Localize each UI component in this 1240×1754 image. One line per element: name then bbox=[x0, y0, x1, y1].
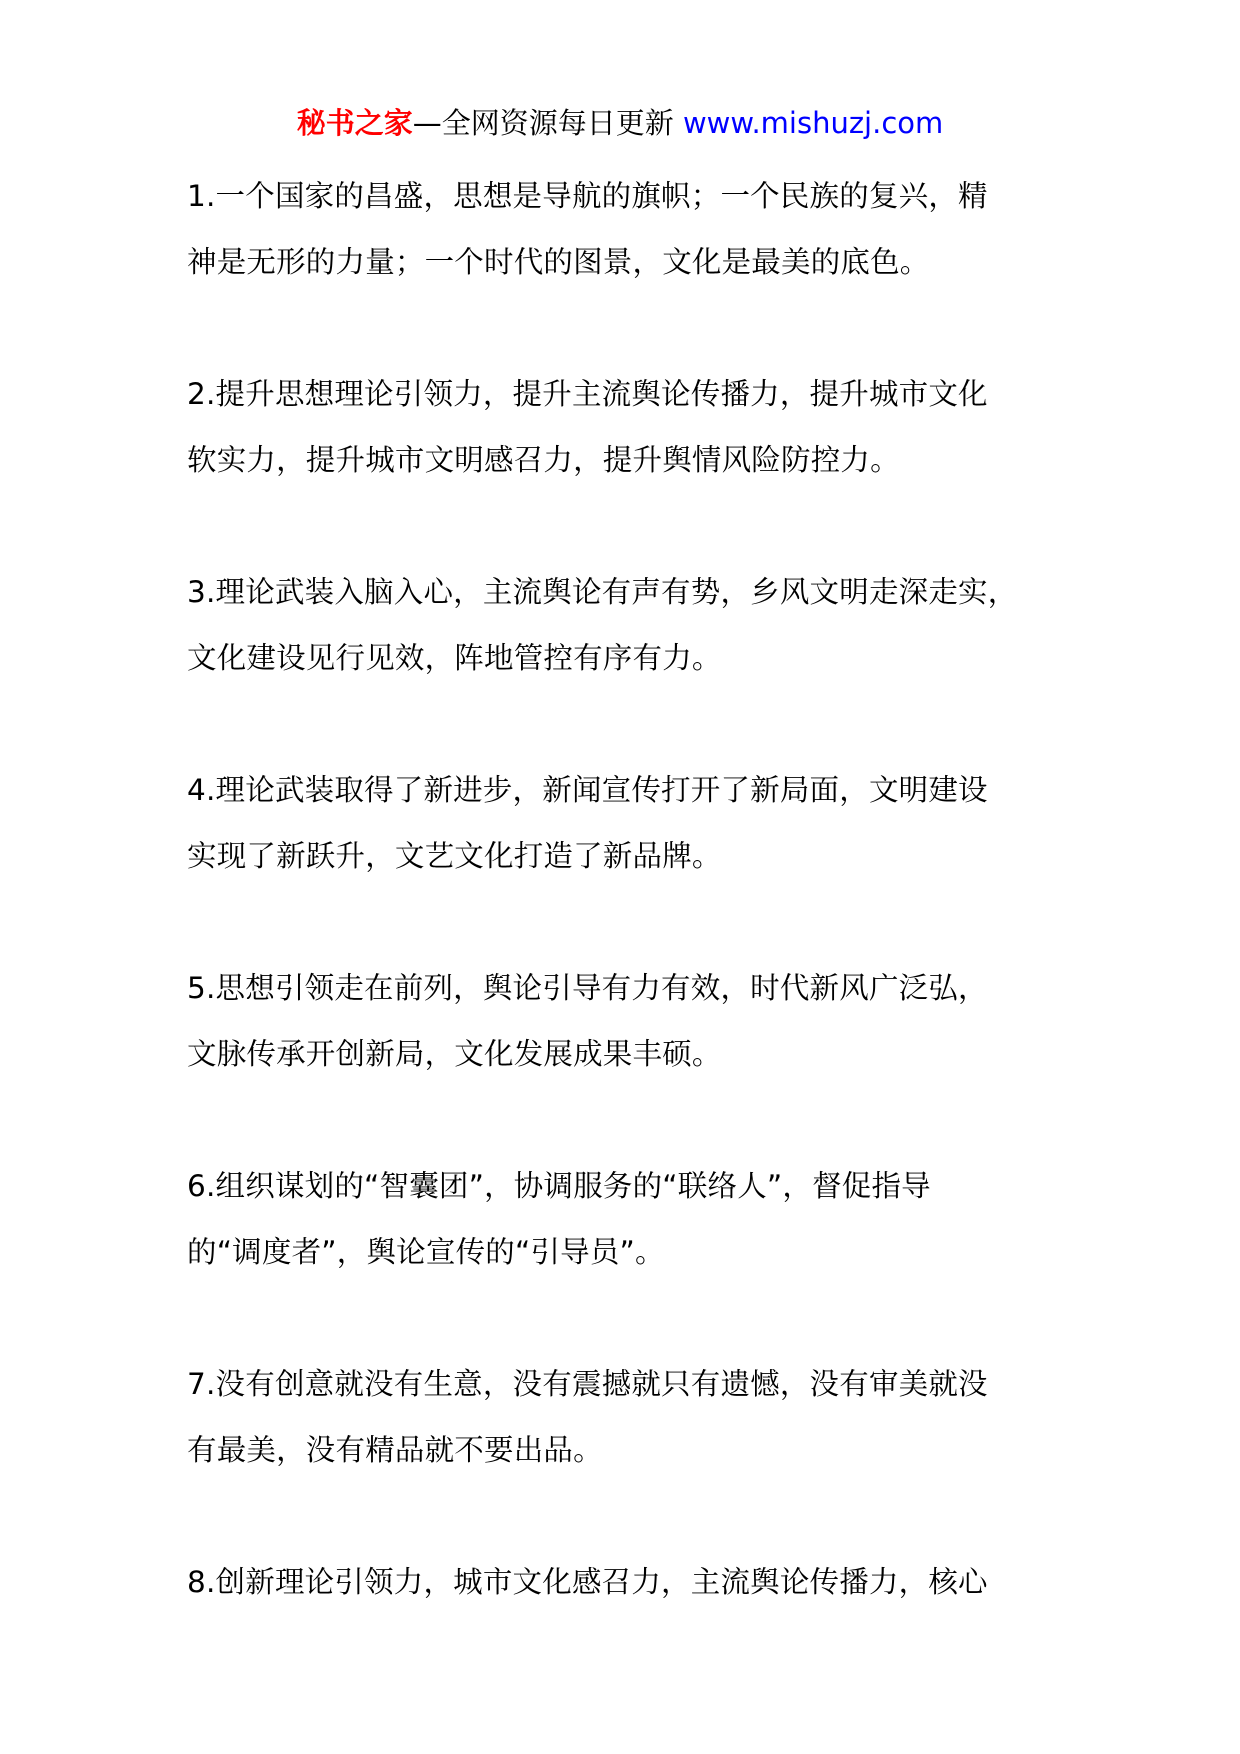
website-url[interactable]: www.mishuzj.com bbox=[682, 106, 944, 140]
paragraph-line: 8.创新理论引领力，城市文化感召力，主流舆论传播力，核心 bbox=[187, 1565, 988, 1599]
document-body bbox=[187, 163, 1087, 1681]
paragraph-line: 有最美，没有精品就不要出品。 bbox=[187, 1433, 603, 1467]
paragraph-line: 软实力，提升城市文明感召力，提升舆情风险防控力。 bbox=[187, 443, 900, 477]
paragraph-line: 的“调度者”，舆论宣传的“引导员”。 bbox=[187, 1235, 665, 1269]
paragraph-2 bbox=[187, 361, 1087, 493]
header-tagline: —全网资源每日更新 bbox=[412, 106, 683, 140]
paragraph-line: 2.提升思想理论引领力，提升主流舆论传播力，提升城市文化 bbox=[187, 377, 988, 411]
paragraph-line: 6.组织谋划的“智囊团”，协调服务的“联络人”，督促指导 bbox=[187, 1169, 931, 1203]
paragraph-7 bbox=[187, 1351, 1087, 1483]
paragraph-5 bbox=[187, 955, 1087, 1087]
brand-name: 秘书之家 bbox=[296, 106, 413, 140]
paragraph-line: 文脉传承开创新局，文化发展成果丰硕。 bbox=[187, 1037, 722, 1071]
paragraph-3 bbox=[187, 559, 1087, 691]
page-header bbox=[0, 101, 1240, 145]
paragraph-line: 4.理论武装取得了新进步，新闻宣传打开了新局面，文明建设 bbox=[187, 773, 988, 807]
paragraph-8 bbox=[187, 1549, 1087, 1615]
paragraph-line: 1.一个国家的昌盛，思想是导航的旗帜；一个民族的复兴，精 bbox=[187, 179, 988, 213]
paragraph-line: 文化建设见行见效，阵地管控有序有力。 bbox=[187, 641, 722, 675]
paragraph-line: 3.理论武装入脑入心，主流舆论有声有势，乡风文明走深走实， bbox=[187, 575, 1018, 609]
paragraph-1 bbox=[187, 163, 1087, 295]
paragraph-line: 实现了新跃升，文艺文化打造了新品牌。 bbox=[187, 839, 722, 873]
paragraph-line: 5.思想引领走在前列，舆论引导有力有效，时代新风广泛弘， bbox=[187, 971, 988, 1005]
paragraph-4 bbox=[187, 757, 1087, 889]
paragraph-line: 神是无形的力量；一个时代的图景，文化是最美的底色。 bbox=[187, 245, 930, 279]
paragraph-6 bbox=[187, 1153, 1087, 1285]
paragraph-line: 7.没有创意就没有生意，没有震撼就只有遗憾，没有审美就没 bbox=[187, 1367, 988, 1401]
